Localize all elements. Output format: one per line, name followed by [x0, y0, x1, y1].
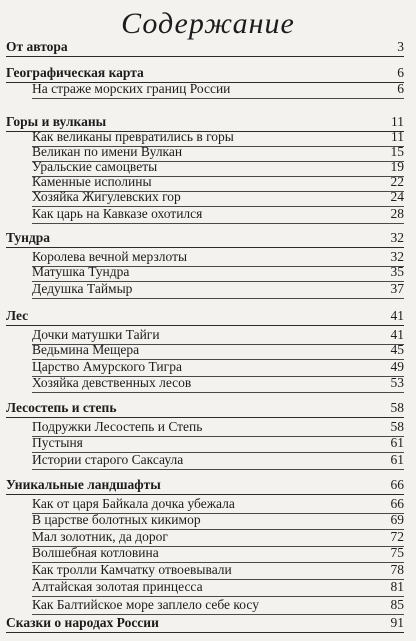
toc-entry [32, 204, 404, 223]
toc-entry-title: От автора [6, 39, 68, 54]
toc-page-number: 66 [390, 496, 404, 511]
toc-section [6, 228, 404, 247]
toc-entry-title: Истории старого Саксаула [32, 452, 184, 467]
toc-divider [32, 98, 404, 99]
toc-entry-title: Царство Амурского Тигра [32, 359, 182, 374]
toc-page-number: 11 [391, 129, 404, 144]
toc-page-number: 37 [390, 281, 404, 296]
toc-entry-title: Каменные исполины [32, 174, 152, 189]
toc-page-number: 11 [391, 114, 404, 129]
toc-page-number: 45 [390, 342, 404, 357]
toc-page-number: 22 [390, 174, 404, 189]
toc-entry-title: Пустыня [32, 435, 83, 450]
toc-page-number: 91 [390, 615, 404, 630]
toc-entry-title: Лесостепь и степь [6, 400, 117, 415]
toc-page-number: 41 [390, 308, 404, 323]
toc-divider [6, 632, 404, 633]
toc-page-number: 66 [390, 477, 404, 492]
toc-page-number: 6 [397, 81, 404, 96]
toc-page-number: 35 [390, 264, 404, 279]
toc-entry-title: Алтайская золотая принцесса [32, 579, 203, 594]
toc-entry-title: На страже морских границ России [32, 81, 231, 96]
toc-divider [32, 223, 404, 224]
toc-entry-title: Дедушка Таймыр [32, 281, 133, 296]
toc-entry [32, 279, 404, 298]
toc-page-number: 58 [390, 419, 404, 434]
toc-entry-title: Волшебная котловина [32, 545, 159, 560]
toc-entry-title: Как Балтийское море заплело себе косу [32, 597, 259, 612]
toc-entry-title: Лес [6, 308, 29, 323]
toc-divider [32, 298, 404, 299]
toc-section [6, 37, 404, 56]
toc-page-number: 75 [390, 545, 404, 560]
toc-entry-title: Хозяйка Жигулевских гор [32, 189, 181, 204]
toc-entry-title: Как царь на Кавказе охотился [32, 206, 203, 221]
toc-entry-title: Уральские самоцветы [32, 159, 158, 174]
toc-entry-title: Горы и вулканы [6, 114, 107, 129]
toc-entry-title: Как великаны превратились в горы [32, 129, 234, 144]
toc-entry-title: Мал золотник, да дорог [32, 529, 168, 544]
toc-entry-title: Дочки матушки Тайги [32, 327, 160, 342]
toc-page-number: 85 [390, 597, 404, 612]
toc-divider [32, 469, 404, 470]
toc-page-number: 53 [390, 375, 404, 390]
toc-page-number: 24 [390, 189, 404, 204]
toc-page-number: 6 [397, 65, 404, 80]
toc-section [6, 306, 404, 325]
toc-entry-title: Тундра [6, 230, 50, 245]
toc-page-number: 61 [390, 452, 404, 467]
toc-page-number: 49 [390, 359, 404, 374]
toc-page-number: 61 [390, 435, 404, 450]
toc-page-number: 28 [390, 206, 404, 221]
toc-section [6, 475, 404, 494]
toc-page-number: 81 [390, 579, 404, 594]
toc-page-number: 19 [390, 159, 404, 174]
toc-divider [32, 392, 404, 393]
toc-page-number: 32 [390, 230, 404, 245]
page-title: Содержание [121, 7, 295, 40]
toc-entry-title: Хозяйка девственных лесов [32, 375, 192, 390]
toc-entry-title: Уникальные ландшафты [6, 477, 161, 492]
toc-page-number: 15 [390, 144, 404, 159]
toc-entry-title: Королева вечной мерзлоты [32, 249, 188, 264]
toc-entry-title: Ведьмина Мещера [32, 342, 140, 357]
toc-page-number: 72 [390, 529, 404, 544]
toc-page-number: 41 [390, 327, 404, 342]
toc-page-number: 78 [390, 562, 404, 577]
toc-entry-title: Как тролли Камчатку отвоевывали [32, 562, 232, 577]
toc-page-number: 69 [390, 512, 404, 527]
toc-entry [32, 595, 404, 614]
toc-section [6, 398, 404, 417]
toc-entry [32, 79, 404, 98]
toc-page-number: 58 [390, 400, 404, 415]
toc-entry [32, 450, 404, 469]
toc-entry-title: Как от царя Байкала дочка убежала [32, 496, 235, 511]
toc-divider [6, 56, 404, 57]
toc-entry-title: Матушка Тундра [32, 264, 130, 279]
toc-entry [32, 577, 404, 596]
toc-entry-title: В царстве болотных кикимор [32, 512, 201, 527]
toc-entry [32, 373, 404, 392]
toc-entry-title: Подружки Лесостепь и Степь [32, 419, 203, 434]
toc-entry-title: Сказки о народах России [6, 615, 159, 630]
toc-section [6, 613, 404, 632]
toc-entry-title: Великан по имени Вулкан [32, 144, 183, 159]
toc-entry-title: Географическая карта [6, 65, 144, 80]
toc-page-number: 32 [390, 249, 404, 264]
toc-page-number: 3 [397, 39, 404, 54]
